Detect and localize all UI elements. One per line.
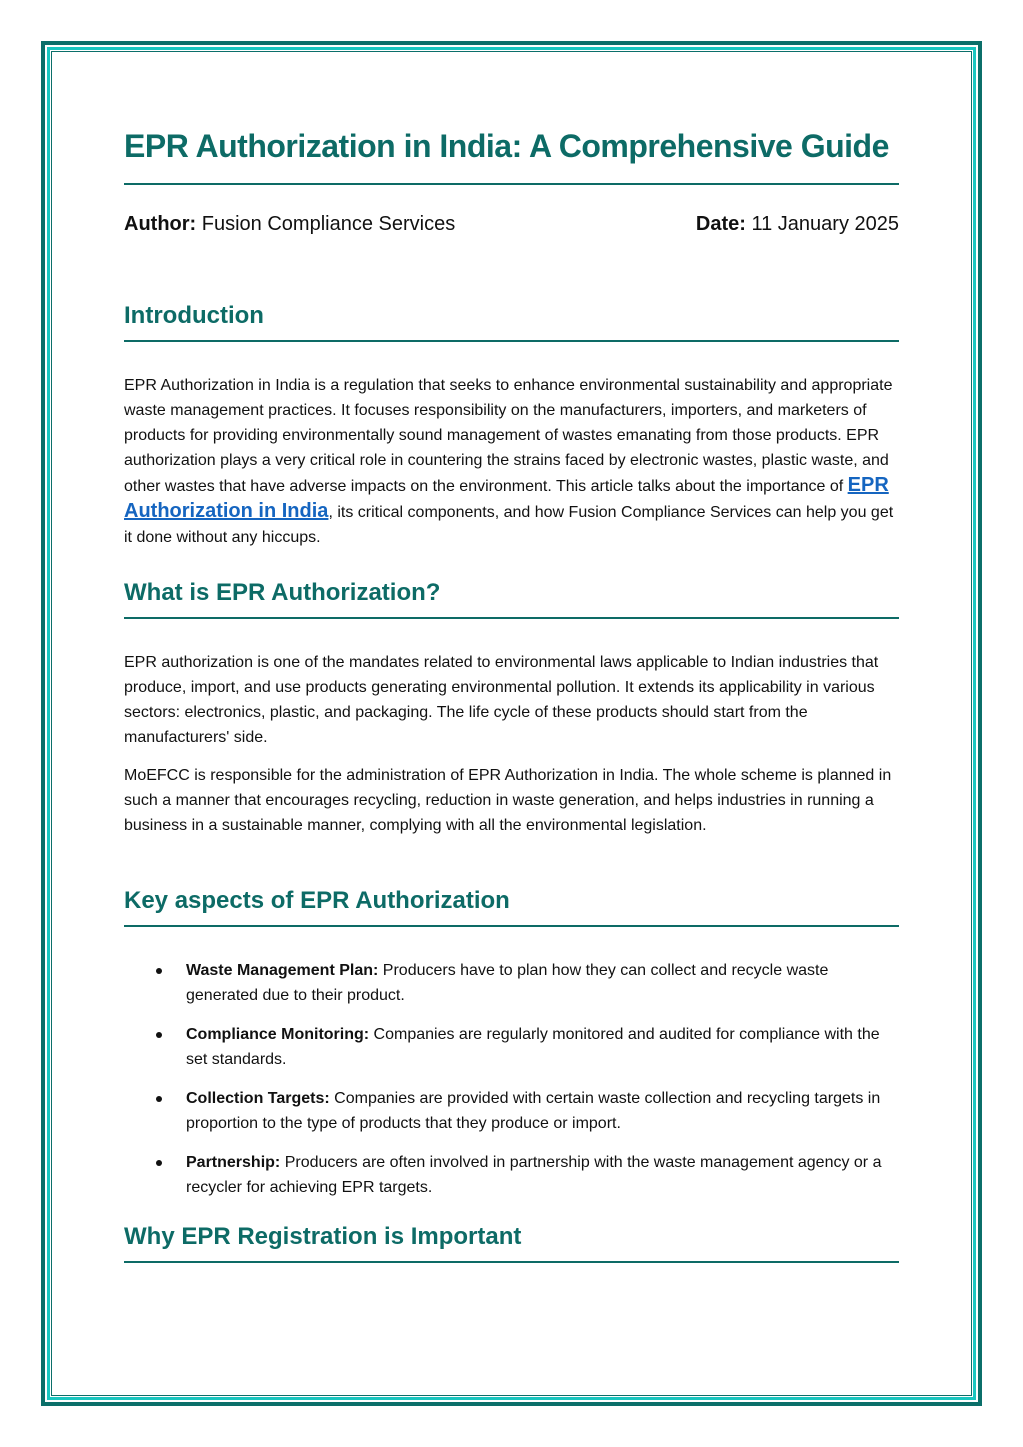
- list-item: [124, 958, 899, 1008]
- document-title: EPR Authorization in India: A Comprehensive Guide: [124, 128, 889, 164]
- key-aspects-list: [124, 958, 899, 1214]
- intro-text-after-link: , its critical components, and how Fusion Compliance Services can help you get it done without any hiccups.: [124, 504, 894, 546]
- epr-authorization-link[interactable]: EPR Authorization in India: [124, 474, 889, 522]
- list-item-text: Companies are regularly monitored and audited for compliance with the set standards.: [186, 1026, 880, 1068]
- title-divider: [124, 183, 899, 185]
- list-item: [124, 1022, 899, 1072]
- introduction-heading: Introduction: [124, 302, 264, 329]
- author-line: [124, 211, 455, 237]
- bullet-icon: [156, 1096, 162, 1102]
- list-item-text: Companies are provided with certain waste collection and recycling targets in proportion to the type of products that they produce or import.: [186, 1090, 881, 1132]
- list-item-text: Producers are often involved in partnership with the waste management agency or a recycler for achieving EPR targets.: [186, 1154, 882, 1196]
- list-item-text: Producers have to plan how they can collect and recycle waste generated due to their product.: [186, 962, 829, 1004]
- bullet-icon: [156, 1032, 162, 1038]
- introduction-paragraph: [124, 373, 899, 550]
- introduction-divider: [124, 340, 899, 342]
- date-value: 11 January 2025: [751, 213, 899, 235]
- why-important-heading: Why EPR Registration is Important: [124, 1223, 522, 1250]
- list-item-term: Waste Management Plan:: [186, 962, 379, 979]
- what-is-paragraph-2: MoEFCC is responsible for the administration of EPR Authorization in India. The whole scheme is planned in such a manner that encourages recycling, reduction in waste generation, and helps industries in running a business in a sustainable manner, complying with all the environmental legislation.: [124, 767, 892, 834]
- list-item-term: Compliance Monitoring:: [186, 1026, 370, 1043]
- bullet-icon: [156, 968, 162, 974]
- list-item-term: Partnership:: [186, 1154, 281, 1171]
- list-item-term: Collection Targets:: [186, 1090, 330, 1107]
- what-is-heading: What is EPR Authorization?: [124, 579, 441, 606]
- list-item: [124, 1086, 899, 1136]
- key-aspects-divider: [124, 925, 899, 927]
- what-is-paragraph-1: EPR authorization is one of the mandates related to environmental laws applicable to Indian industries that produce, import, and use products generating environmental pollution. It extends its applicability in various sectors: electronics, plastic, and packaging. The life cycle of these products should start from the manufacturers' side.: [124, 654, 879, 746]
- key-aspects-heading: Key aspects of EPR Authorization: [124, 887, 510, 914]
- date-label: Date:: [695, 213, 746, 235]
- intro-text-before-link: EPR Authorization in India is a regulation that seeks to enhance environmental sustainability and appropriate waste management practices. It focuses responsibility on the manufacturers, importers, and marketers of products for providing environmentally sound management of wastes emanating from those products. EPR authorization plays a very critical role in countering the strains faced by electronic wastes, plastic waste, and other wastes that have adverse impacts on the environment. This article talks about the importance of: [124, 377, 893, 495]
- why-important-divider: [124, 1261, 899, 1263]
- author-label: Author:: [124, 213, 197, 235]
- list-item: [124, 1150, 899, 1200]
- bullet-icon: [156, 1160, 162, 1166]
- what-is-divider: [124, 617, 899, 619]
- date-line: [696, 211, 899, 237]
- author-value: Fusion Compliance Services: [201, 213, 456, 235]
